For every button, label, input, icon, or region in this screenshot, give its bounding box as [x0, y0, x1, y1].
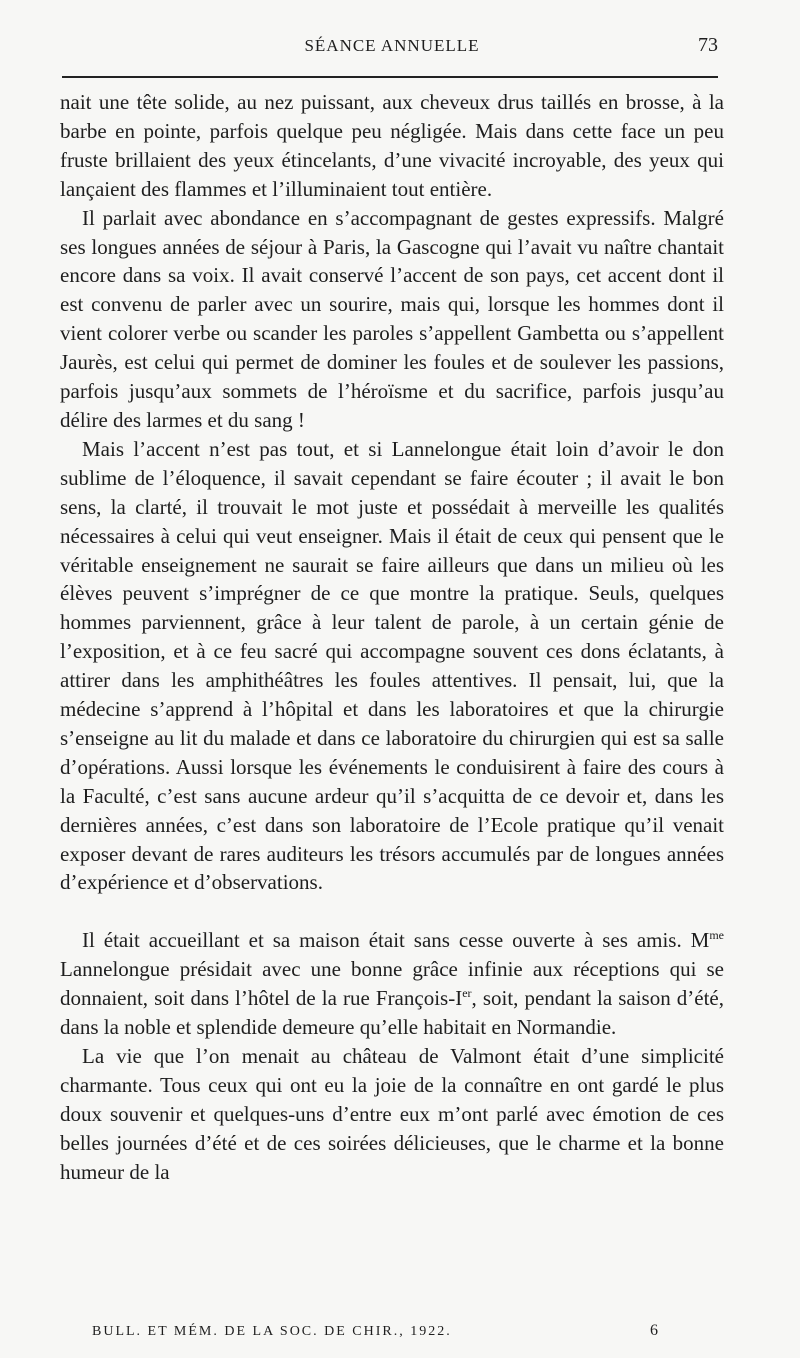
running-title: SÉANCE ANNUELLE — [304, 36, 480, 55]
body-text — [60, 88, 724, 1187]
page-footer — [92, 1322, 658, 1344]
paragraph-4-part-3: , soit, pendant la saison d’été, dans la noble et splendide demeure qu’elle habitait en Normandie. — [60, 986, 724, 1040]
paragraph-3: Mais l’accent n’est pas tout, et si Lannelongue était loin d’avoir le don sublime de l’éloquence, il savait cependant se faire écouter ; il avait le bon sens, la clarté, il trouvait le mot juste et possédait à merveille les qualités nécessaires à celui qui veut enseigner. Mais il était de ceux qui pensent que le véritable enseignement ne saurait se faire ailleurs que dans un milieu où les élèves peuvent s’imprégner de ce que montre la pratique. Seuls, quelques hommes parviennent, grâce à leur talent de parole, à un certain génie de l’exposition, et à ce feu sacré qui accompagne souvent ces dons éclatants, à attirer dans les amphithéâtres les foules attentives. Il pensait, lui, que la médecine s’apprend à l’hôpital et dans les laboratoires et que la chirurgie s’enseigne au lit du malade et dans ce laboratoire du chirurgien qui est sa salle d’opérations. Aussi lorsque les événements le conduisirent à faire des cours à la Faculté, c’est sans aucune ardeur qu’il s’acquitta de ce devoir et, dans les dernières années, c’est dans son laboratoire de l’Ecole pratique qu’il venait exposer devant de rares auditeurs les trésors accumulés par de longues années d’expérience et d’observations. — [60, 436, 724, 895]
superscript-er: er — [462, 986, 472, 1001]
paragraph-4-part-2: Lannelongue présidait avec une bonne grâce infinie aux réceptions qui se donnaient, soit dans l’hôtel de la rue François-I — [60, 957, 724, 1011]
page-number: 73 — [698, 34, 718, 56]
paragraph-4 — [60, 926, 724, 1042]
paragraph-2: Il parlait avec abondance en s’accompagnant de gestes expressifs. Malgré ses longues années de séjour à Paris, la Gascogne qui l’avait vu naître chantait encore dans sa voix. Il avait conservé l’accent de son pays, cet accent dont il est convenu de parler avec un sourire, mais qui, lorsque les hommes dont il vient colorer verbe ou scander les paroles s’appellent Gambetta ou s’appellent Jaurès, est celui qui permet de dominer les foules et de soulever les passions, parfois jusqu’aux sommets de l’héroïsme et du sacrifice, parfois jusqu’au délire des larmes et du sang ! — [60, 205, 724, 432]
header-rule — [62, 76, 718, 78]
paragraph-1: nait une tête solide, au nez puissant, aux cheveux drus taillés en brosse, à la barbe en pointe, parfois quelque peu négligée. Mais dans cette face un peu fruste brillaient des yeux étincelants, d’une vivacité incroyable, des yeux qui lançaient des flammes et l’illuminaient tout entière. — [60, 90, 724, 201]
paragraph-5: La vie que l’on menait au château de Valmont était d’une simplicité charmante. Tous ceux qui ont eu la joie de la connaître en ont gardé le plus doux souvenir et quelques-uns d’entre eux m’ont parlé avec émotion de ces belles journées d’été et de ces soirées délicieuses, que le charme et la bonne humeur de la — [60, 1044, 724, 1184]
footer-reference: BULL. ET MÉM. DE LA SOC. DE CHIR., 1922. — [92, 1324, 452, 1339]
paragraph-4-part-1: Il était accueillant et sa maison était sans cesse ouverte à ses amis. M — [82, 928, 710, 953]
superscript-me: me — [709, 928, 724, 943]
running-head — [62, 34, 722, 60]
signature-mark: 6 — [650, 1322, 658, 1339]
